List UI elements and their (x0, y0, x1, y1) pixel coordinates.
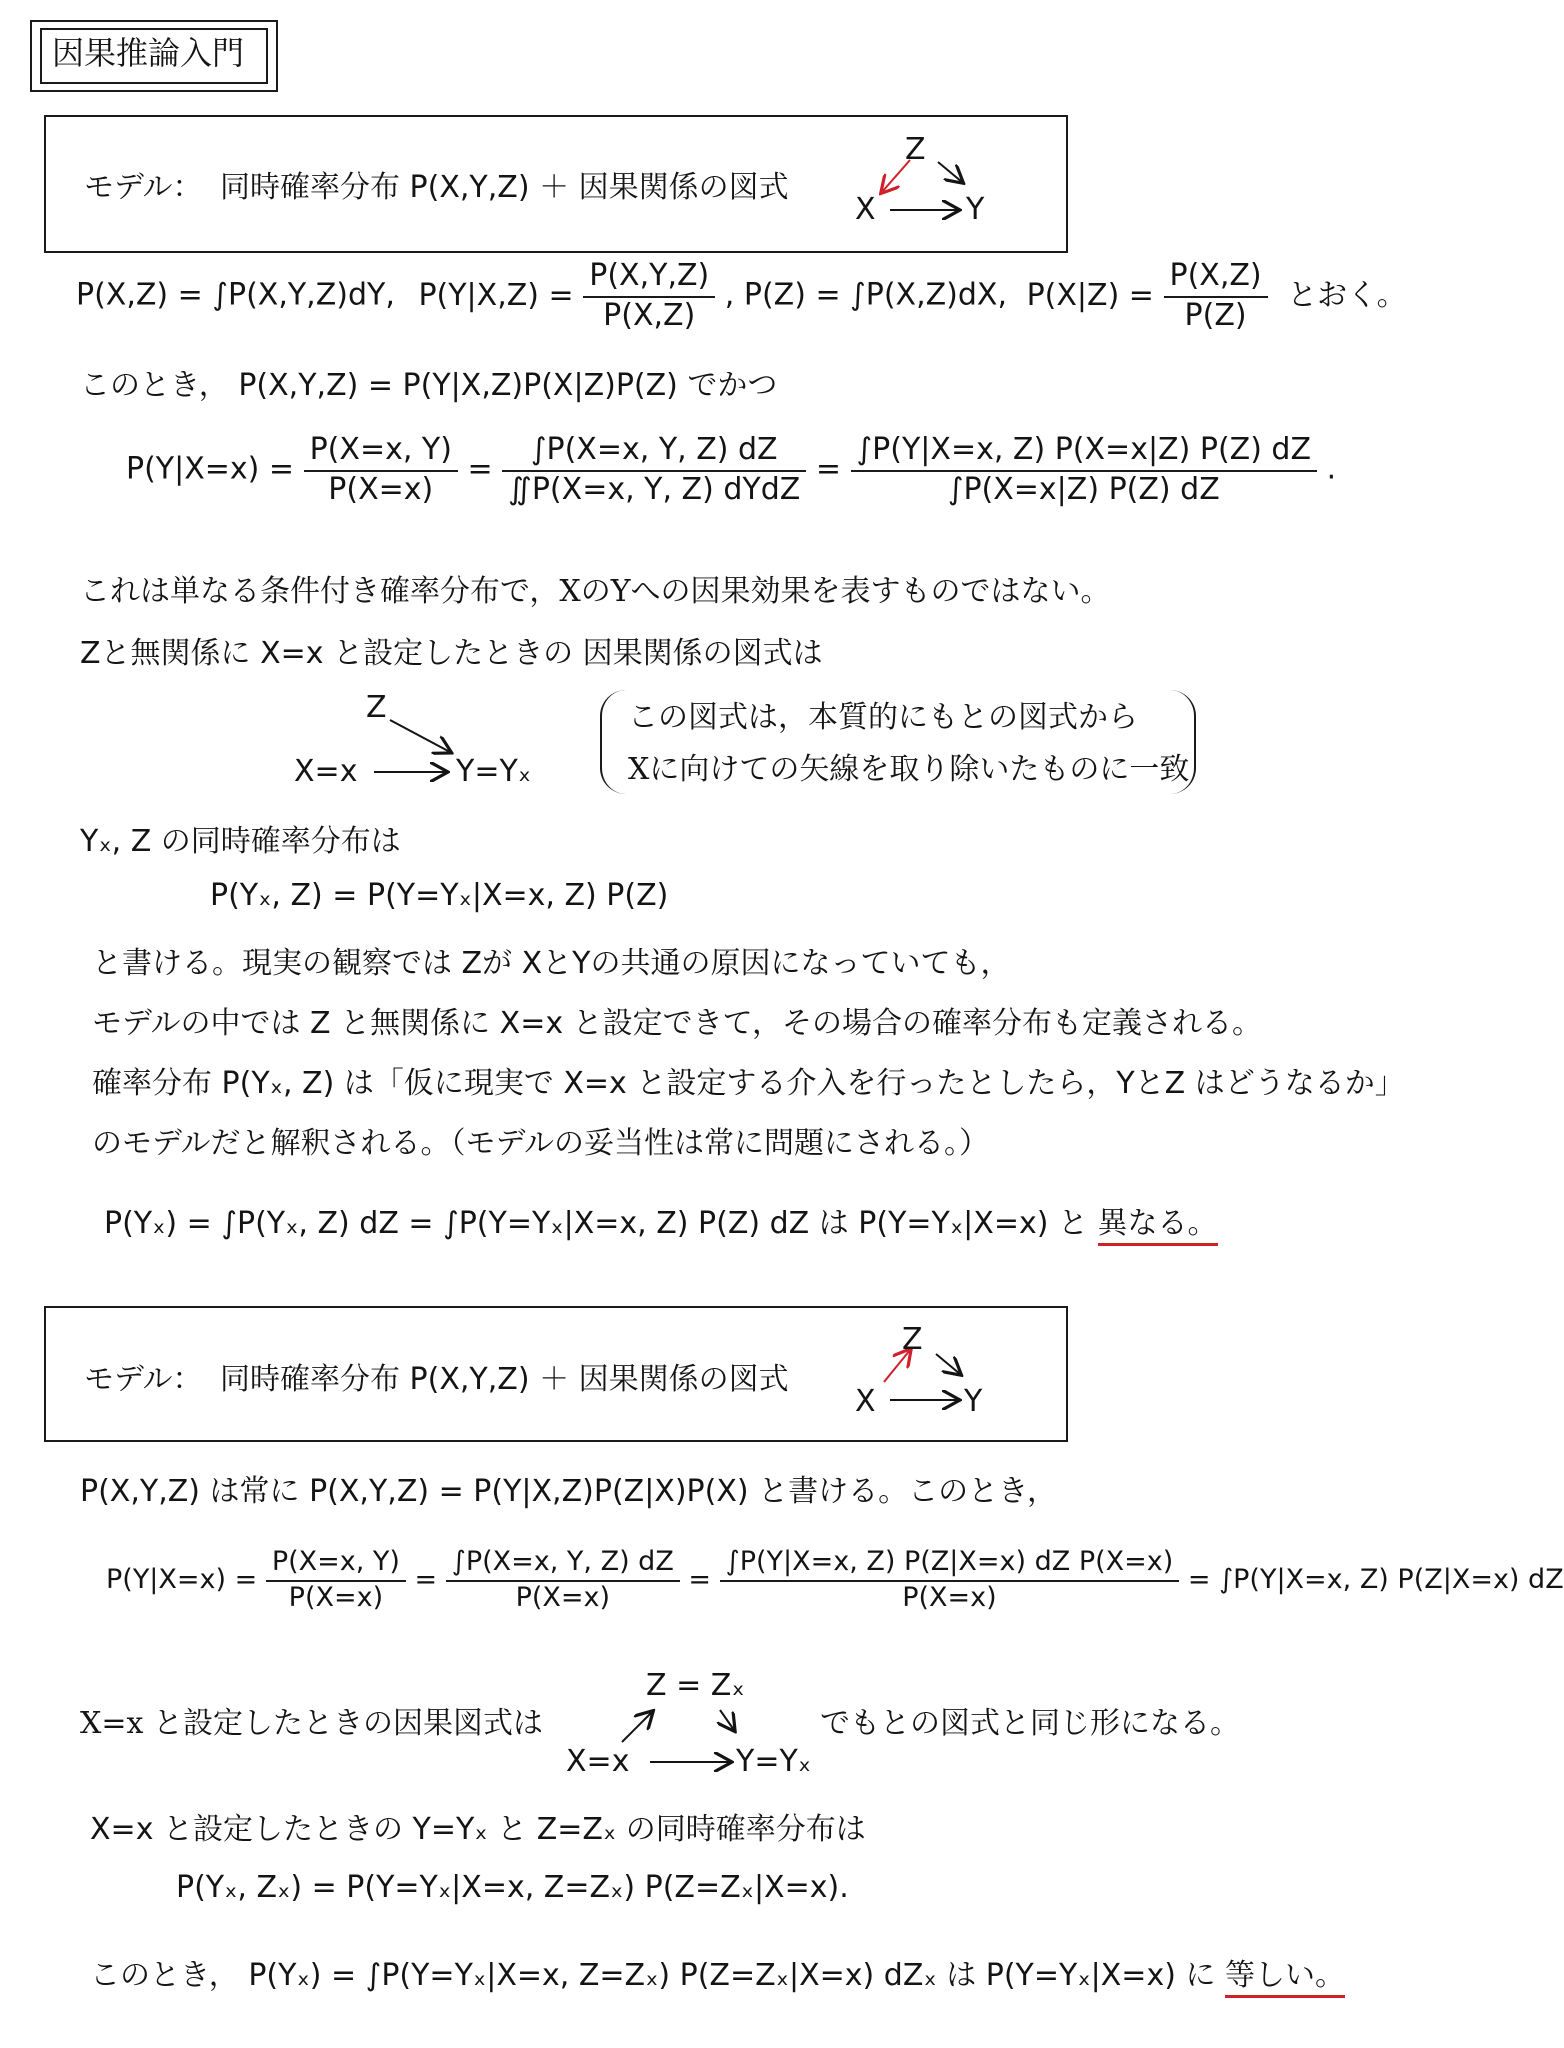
diagram-4-x: X=x (566, 1744, 630, 1779)
diagram-3-y: Y (964, 1384, 983, 1419)
equation-conditional-2: P(Y|X=x) = $\frac{P(X=x, Y)}{P(X=x)}$ = $\frac{\int P(X=x, Y, Z) dZ}{P(X=x)}$ = $\frac{\text{∫P(Y|X=x, Z) P(Z|X=x) dZ P(X=x)}}{P(X=x)}$ = ∫P(Y|X=x, Z) P(Z|X=x) dZ (106, 1546, 1564, 1614)
equation-joint-yx-z: P(Yₓ, Z) = P(Y=Yₓ|X=x, Z) P(Z) (210, 878, 669, 913)
equation-yx-differs: P(Yₓ) = ∫P(Yₓ, Z) dZ = ∫P(Y=Yₓ|X=x, Z) P(Z) dZ は P(Y=Yₓ|X=x) と 異なる。 (104, 1206, 1218, 1242)
page-title: 因果推論入門 (52, 34, 245, 72)
arrow-z-to-yx (390, 720, 450, 752)
arrow-zx-to-yx (720, 1710, 734, 1730)
diagram-2-z: Z (366, 690, 387, 725)
diagram-2-x: X=x (294, 754, 358, 789)
equation-yx-equals: このとき， P(Yₓ) = ∫P(Y=Yₓ|X=x, Z=Zₓ) P(Z=Zₓ|X=x) dZₓ は P(Y=Yₓ|X=x) に 等しい。 (90, 1958, 1345, 1994)
diagram-3-x: X (855, 1384, 876, 1419)
arrow-z-to-y (938, 162, 962, 182)
note-paren-left (600, 690, 626, 794)
line-konotoki: このとき， P(X,Y,Z) = P(Y|X,Z)P(X|Z)P(Z) でかつ (80, 368, 778, 403)
arrow-z-to-y-2 (936, 1354, 960, 1374)
highlight-differs: 異なる。 (1098, 1206, 1218, 1246)
arrow-x-to-zx (622, 1712, 652, 1742)
model-label-2: モデル： (84, 1362, 203, 1397)
line-set-x: Zと無関係に X=x と設定したときの 因果関係の図式は (80, 636, 823, 671)
line-model: モデルの中では Z と無関係に X=x と設定できて，その場合の確率分布も定義される。 (92, 1006, 1263, 1041)
diagram-1-z: Z (905, 132, 926, 167)
diagram-3-z: Z (902, 1322, 923, 1357)
line-same-shape: でもとの図式と同じ形になる。 (820, 1706, 1240, 1741)
model-text-2: 同時確率分布 P(X,Y,Z) ＋ 因果関係の図式 (220, 1362, 789, 1397)
diagram-1-y: Y (966, 192, 985, 227)
note-paren-right (1170, 690, 1196, 794)
diagram-1-x: X (855, 192, 876, 227)
line-causal-diagram-set: X=x と設定したときの因果図式は (80, 1706, 543, 1741)
line-observation: と書ける。現実の観察では Zが XとYの共通の原因になっていても， (92, 946, 1011, 981)
model-text-1: 同時確率分布 P(X,Y,Z) ＋ 因果関係の図式 (220, 170, 789, 205)
note-line-2: Xに向けての矢線を取り除いたものに一致 (628, 752, 1190, 787)
equation-conditional-1: P(Y|X=x) = $\frac{P(X=x, Y)}{P(X=x)}$ = $\frac{\int P(X=x, Y, Z) dZ}{\text{∬P(X=x, Y, Z) dYdZ}}$ = $\frac{\int P(Y|X=x, Z) P(X=x|Z) P(Z) dZ}{\int P(X=x|Z) P(Z) dZ}$ . (126, 432, 1337, 507)
highlight-equals: 等しい。 (1225, 1958, 1345, 1998)
model-label-1: モデル： (84, 170, 203, 205)
line-not-causal: これは単なる条件付き確率分布で，XのYへの因果効果を表すものではない。 (80, 574, 1111, 609)
line-factorization: P(X,Y,Z) は常に P(X,Y,Z) = P(Y|X,Z)P(Z|X)P(X) と書ける。このとき， (80, 1474, 1057, 1509)
line-intervention: 確率分布 P(Yₓ, Z) は「仮に現実で X=x と設定する介入を行ったとしたら，YとZ はどうなるか」 (92, 1066, 1405, 1101)
diagram-2-y: Y=Yₓ (456, 754, 532, 789)
line-interpretation: のモデルだと解釈される。（モデルの妥当性は常に問題にされる。） (92, 1126, 989, 1161)
equation-joint-yx-zx: P(Yₓ, Zₓ) = P(Y=Yₓ|X=x, Z=Zₓ) P(Z=Zₓ|X=x). (176, 1870, 849, 1905)
line-joint-yx-z: Yₓ, Z の同時確率分布は (80, 824, 401, 859)
line-joint-yx-zx: X=x と設定したときの Y=Yₓ と Z=Zₓ の同時確率分布は (90, 1812, 866, 1847)
diagram-4-z: Z = Zₓ (646, 1668, 745, 1703)
diagram-4-y: Y=Yₓ (736, 1744, 812, 1779)
note-line-1: この図式は，本質的にもとの図式から (628, 700, 1138, 735)
definitions-line: P(X,Z) = ∫P(X,Y,Z)dY, P(Y|X,Z) = $\frac{P(X,Y,Z)}{P(X,Z)}$ , P(Z) = ∫P(X,Z)dX, P(X|Z) = $\frac{P(X,Z)}{P(Z)}$ とおく。 (76, 258, 1407, 333)
